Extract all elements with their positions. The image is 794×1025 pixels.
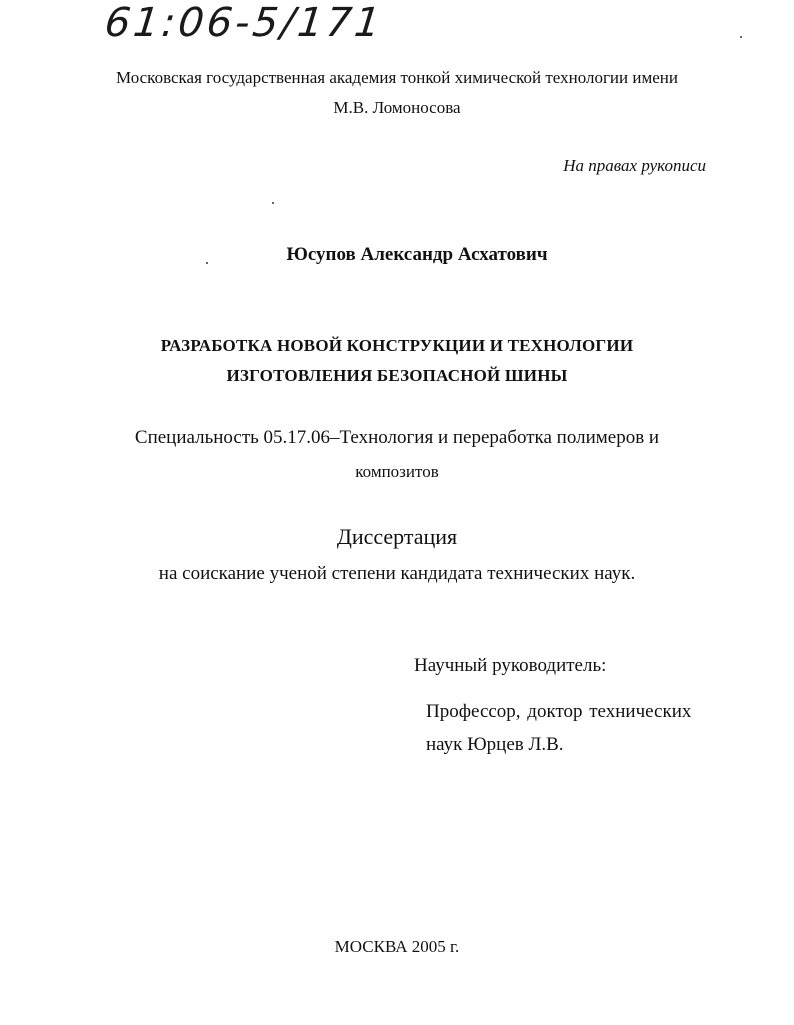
thesis-title-line-1: РАЗРАБОТКА НОВОЙ КОНСТРУКЦИИ И ТЕХНОЛОГИИ (160, 336, 634, 355)
supervisor-label: Научный руководитель: (414, 655, 607, 676)
author-name: Юсупов Александр Асхатович (286, 244, 548, 265)
work-type: Диссертация (336, 524, 458, 549)
specialty-line-2: композитов (355, 462, 439, 481)
institution-name-line-1: Московская государственная академия тонкой химической технологии имени (116, 68, 678, 87)
city-year: МОСКВА 2005 г. (334, 937, 460, 956)
handwritten-archive-code: 61:06-5/171 (102, 0, 386, 46)
supervisor-line-1: Профессор, доктор технических (426, 701, 692, 722)
degree-line: на соискание ученой степени кандидата технических наук. (158, 563, 636, 584)
scan-speck (206, 262, 208, 264)
scan-speck (272, 202, 274, 204)
specialty-line-1: Специальность 05.17.06–Технология и переработка полимеров и (134, 427, 660, 448)
scan-speck (740, 36, 742, 38)
thesis-title-line-2: ИЗГОТОВЛЕНИЯ БЕЗОПАСНОЙ ШИНЫ (226, 366, 568, 385)
manuscript-rights-note: На правах рукописи (563, 156, 706, 175)
institution-name-line-2: М.В. Ломоносова (333, 98, 461, 117)
supervisor-line-2: наук Юрцев Л.В. (426, 734, 564, 755)
